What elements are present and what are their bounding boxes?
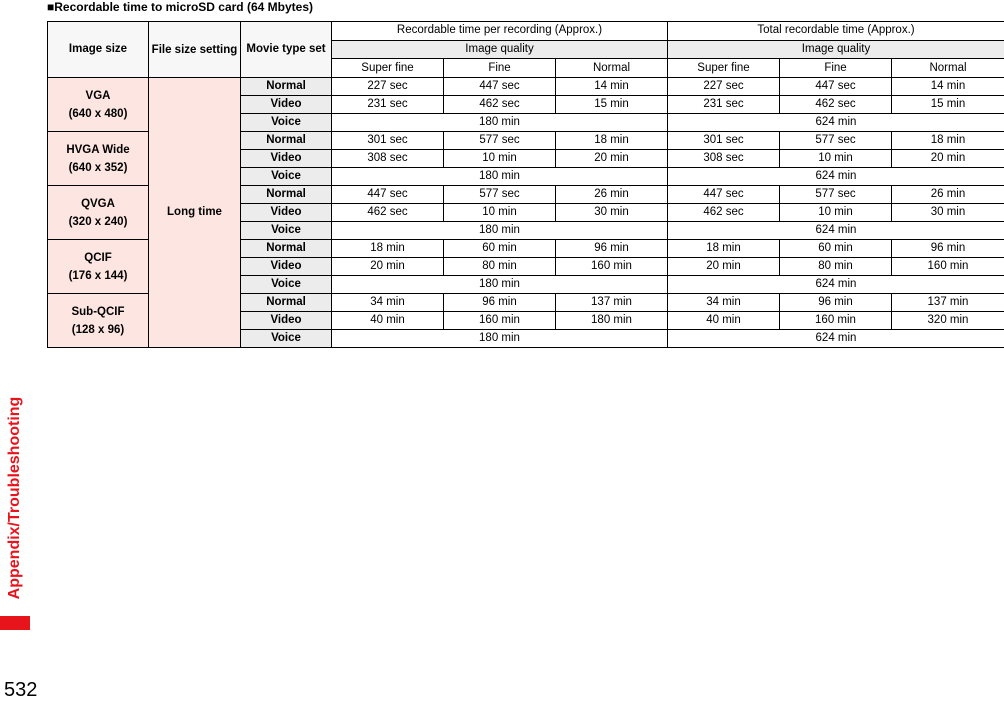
image-size-name: VGA [50, 87, 146, 105]
time-value-cell: 624 min [668, 330, 1004, 348]
time-value-cell: 447 sec [668, 186, 780, 204]
time-value-cell: 624 min [668, 276, 1004, 294]
movie-type-cell: Voice [241, 168, 332, 186]
time-value-cell: 18 min [668, 240, 780, 258]
time-value-cell: 60 min [444, 240, 556, 258]
movie-type-cell: Video [241, 258, 332, 276]
header-fine: Fine [444, 59, 556, 78]
image-size-resolution: (640 x 480) [50, 105, 146, 123]
time-value-cell: 624 min [668, 168, 1004, 186]
time-value-cell: 96 min [892, 240, 1004, 258]
time-value-cell: 180 min [556, 312, 668, 330]
time-value-cell: 20 min [556, 150, 668, 168]
time-value-cell: 577 sec [444, 186, 556, 204]
table-body [48, 78, 1004, 348]
time-value-cell: 301 sec [332, 132, 444, 150]
section-side-tab [0, 380, 30, 630]
page-number: 532 [4, 680, 37, 700]
time-value-cell: 160 min [556, 258, 668, 276]
time-value-cell: 462 sec [332, 204, 444, 222]
time-value-cell: 180 min [332, 330, 668, 348]
movie-type-cell: Video [241, 204, 332, 222]
time-value-cell: 308 sec [668, 150, 780, 168]
movie-type-cell: Normal [241, 294, 332, 312]
side-tab-marker [0, 616, 30, 630]
time-value-cell: 20 min [332, 258, 444, 276]
file-size-setting-cell: Long time [149, 78, 241, 348]
time-value-cell: 18 min [332, 240, 444, 258]
time-value-cell: 14 min [556, 78, 668, 96]
time-value-cell: 227 sec [668, 78, 780, 96]
time-value-cell: 462 sec [668, 204, 780, 222]
time-value-cell: 10 min [444, 204, 556, 222]
time-value-cell: 40 min [332, 312, 444, 330]
image-size-cell [48, 78, 149, 132]
time-value-cell: 160 min [444, 312, 556, 330]
movie-type-cell: Normal [241, 78, 332, 96]
movie-type-cell: Video [241, 312, 332, 330]
time-value-cell: 462 sec [780, 96, 892, 114]
header-normal: Normal [556, 59, 668, 78]
time-value-cell: 60 min [780, 240, 892, 258]
header-movie-type-set: Movie type set [241, 22, 332, 78]
time-value-cell: 160 min [780, 312, 892, 330]
section-title: ■Recordable time to microSD card (64 Mbytes) [47, 0, 313, 14]
time-value-cell: 96 min [556, 240, 668, 258]
image-size-cell [48, 132, 149, 186]
time-value-cell: 301 sec [668, 132, 780, 150]
time-value-cell: 80 min [780, 258, 892, 276]
time-value-cell: 624 min [668, 222, 1004, 240]
time-value-cell: 320 min [892, 312, 1004, 330]
time-value-cell: 10 min [780, 150, 892, 168]
time-value-cell: 30 min [556, 204, 668, 222]
time-value-cell: 26 min [556, 186, 668, 204]
image-size-resolution: (320 x 240) [50, 213, 146, 231]
time-value-cell: 30 min [892, 204, 1004, 222]
time-value-cell: 577 sec [780, 132, 892, 150]
time-value-cell: 308 sec [332, 150, 444, 168]
time-value-cell: 180 min [332, 276, 668, 294]
time-value-cell: 18 min [556, 132, 668, 150]
movie-type-cell: Normal [241, 240, 332, 258]
time-value-cell: 15 min [556, 96, 668, 114]
time-value-cell: 137 min [556, 294, 668, 312]
movie-type-cell: Voice [241, 114, 332, 132]
header-image-quality: Image quality [668, 40, 1004, 59]
time-value-cell: 15 min [892, 96, 1004, 114]
header-super-fine: Super fine [332, 59, 444, 78]
time-value-cell: 20 min [892, 150, 1004, 168]
time-value-cell: 180 min [332, 114, 668, 132]
image-size-cell [48, 294, 149, 348]
time-value-cell: 462 sec [444, 96, 556, 114]
image-size-resolution: (640 x 352) [50, 159, 146, 177]
header-fine: Fine [780, 59, 892, 78]
table-row [48, 78, 1004, 96]
time-value-cell: 96 min [780, 294, 892, 312]
image-size-name: QCIF [50, 249, 146, 267]
header-image-size: Image size [48, 22, 149, 78]
movie-type-cell: Video [241, 150, 332, 168]
movie-type-cell: Voice [241, 330, 332, 348]
time-value-cell: 231 sec [668, 96, 780, 114]
time-value-cell: 447 sec [332, 186, 444, 204]
recordable-time-table [47, 21, 1004, 348]
time-value-cell: 231 sec [332, 96, 444, 114]
movie-type-cell: Normal [241, 132, 332, 150]
image-size-cell [48, 186, 149, 240]
time-value-cell: 40 min [668, 312, 780, 330]
image-size-name: HVGA Wide [50, 141, 146, 159]
time-value-cell: 26 min [892, 186, 1004, 204]
header-per-recording: Recordable time per recording (Approx.) [332, 22, 668, 41]
header-super-fine: Super fine [668, 59, 780, 78]
movie-type-cell: Normal [241, 186, 332, 204]
time-value-cell: 96 min [444, 294, 556, 312]
time-value-cell: 447 sec [780, 78, 892, 96]
time-value-cell: 137 min [892, 294, 1004, 312]
time-value-cell: 180 min [332, 168, 668, 186]
time-value-cell: 624 min [668, 114, 1004, 132]
time-value-cell: 80 min [444, 258, 556, 276]
time-value-cell: 34 min [668, 294, 780, 312]
header-file-size-setting: File size setting [149, 22, 241, 78]
header-normal: Normal [892, 59, 1004, 78]
time-value-cell: 18 min [892, 132, 1004, 150]
image-size-resolution: (176 x 144) [50, 267, 146, 285]
side-tab-label: Appendix/Troubleshooting [6, 397, 24, 600]
header-total: Total recordable time (Approx.) [668, 22, 1004, 41]
time-value-cell: 447 sec [444, 78, 556, 96]
header-image-quality: Image quality [332, 40, 668, 59]
movie-type-cell: Voice [241, 222, 332, 240]
movie-type-cell: Voice [241, 276, 332, 294]
movie-type-cell: Video [241, 96, 332, 114]
time-value-cell: 180 min [332, 222, 668, 240]
time-value-cell: 10 min [780, 204, 892, 222]
time-value-cell: 227 sec [332, 78, 444, 96]
image-size-cell [48, 240, 149, 294]
time-value-cell: 10 min [444, 150, 556, 168]
image-size-name: Sub-QCIF [50, 303, 146, 321]
time-value-cell: 160 min [892, 258, 1004, 276]
time-value-cell: 34 min [332, 294, 444, 312]
time-value-cell: 14 min [892, 78, 1004, 96]
time-value-cell: 20 min [668, 258, 780, 276]
time-value-cell: 577 sec [444, 132, 556, 150]
image-size-name: QVGA [50, 195, 146, 213]
image-size-resolution: (128 x 96) [50, 321, 146, 339]
time-value-cell: 577 sec [780, 186, 892, 204]
